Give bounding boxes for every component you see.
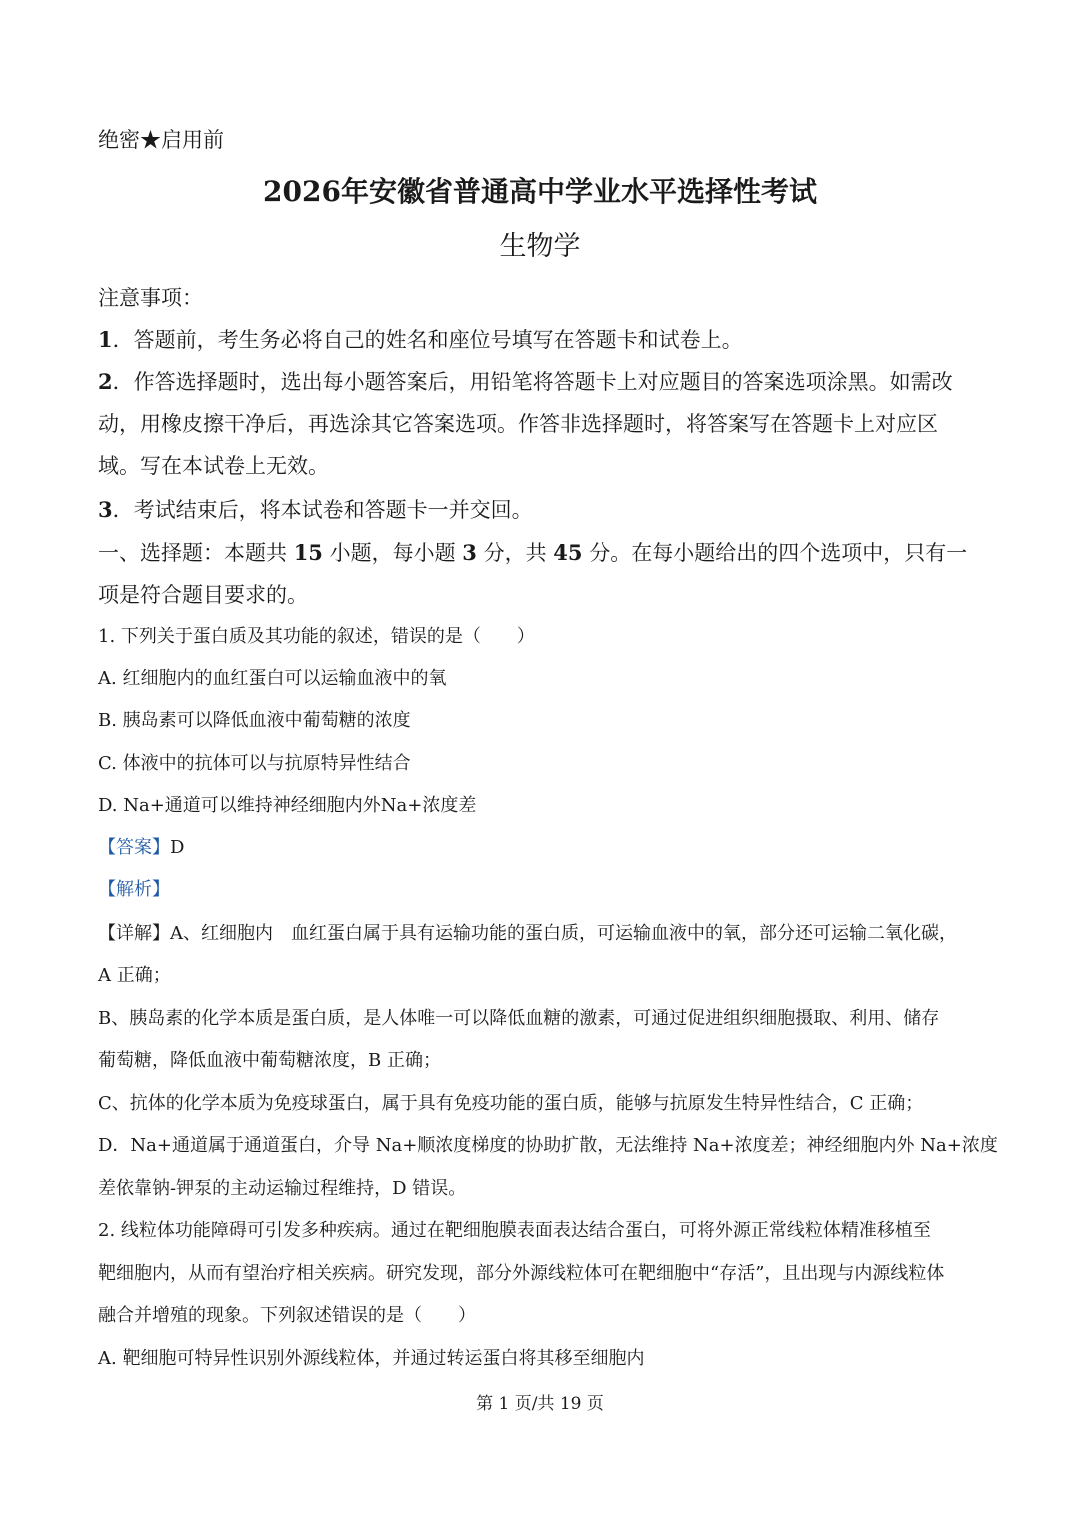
q1-stem: 1. 下列关于蛋白质及其功能的叙述，错误的是（ ） xyxy=(98,626,535,647)
notice-item-3 xyxy=(98,496,533,524)
answer-value: D xyxy=(170,837,185,858)
q1-option-b: B. 胰岛素可以降低血液中葡萄糖的浓度 xyxy=(98,710,411,731)
q1-detail-line-3: B、胰岛素的化学本质是蛋白质，是人体唯一可以降低血糖的激素，可通过促进组织细胞摄取、利用、储存 xyxy=(98,1008,940,1029)
notice-item-number: 2 xyxy=(98,369,113,394)
notice-item-2-line-2: 动，用橡皮擦干净后，再选涂其它答案选项。作答非选择题时，将答案写在答题卡上对应区 xyxy=(98,412,938,436)
section-heading-line-2: 项是符合题目要求的。 xyxy=(98,583,308,607)
q1-option-c: C. 体液中的抗体可以与抗原特异性结合 xyxy=(98,753,411,774)
notice-item-text: ．答题前，考生务必将自己的姓名和座位号填写在答题卡和试卷上。 xyxy=(112,328,743,352)
q1-detail-line-7: 差依靠钠-钾泵的主动运输过程维持，D 错误。 xyxy=(98,1178,467,1199)
q1-option-a: A. 红细胞内的血红蛋白可以运输血液中的氧 xyxy=(98,668,447,689)
notice-item-text: ．考试结束后，将本试卷和答题卡一并交回。 xyxy=(112,498,533,522)
answer-label: 【答案】 xyxy=(98,837,170,858)
notice-item-1 xyxy=(98,326,743,354)
secret-mark: 绝密★启用前 xyxy=(98,128,224,152)
q1-detail-line-2: A 正确； xyxy=(98,965,171,986)
detail-label: 【详解】 xyxy=(98,923,170,944)
q2-option-a: A. 靶细胞可特异性识别外源线粒体，并通过转运蛋白将其移至细胞内 xyxy=(98,1348,645,1369)
notice-heading: 注意事项： xyxy=(98,286,203,310)
notice-item-2 xyxy=(98,368,953,396)
points-each: 3 xyxy=(462,540,477,565)
q2-stem-line-2: 靶细胞内，从而有望治疗相关疾病。研究发现，部分外源线粒体可在靶细胞中“存活”，且出现与内源线粒体 xyxy=(98,1263,945,1284)
q1-detail-line-6: D．Na+通道属于通道蛋白，介导 Na+顺浓度梯度的协助扩散，无法维持 Na+浓度差；神经细胞内外 Na+浓度 xyxy=(98,1135,998,1156)
section-heading: 一、选择题：本题共 15 小题，每小题 3 分，共 45 分。在每小题给出的四个选项中，只有一 xyxy=(98,540,968,565)
subject-title: 生物学 xyxy=(499,231,581,262)
notice-item-text: ．作答选择题时，选出每小题答案后，用铅笔将答题卡上对应题目的答案选项涂黑。如需改 xyxy=(112,370,953,394)
notice-item-number: 1 xyxy=(98,327,113,352)
q1-detail-line-5: C、抗体的化学本质为免疫球蛋白，属于具有免疫功能的蛋白质，能够与抗原发生特异性结合，C 正确； xyxy=(98,1093,924,1114)
points-total: 45 xyxy=(553,540,583,565)
q2-stem-line-3: 融合并增殖的现象。下列叙述错误的是（ ） xyxy=(98,1305,476,1326)
notice-item-number: 3 xyxy=(98,497,113,522)
q1-detail-line-1: 【详解】A、红细胞内 血红蛋白属于具有运输功能的蛋白质，可运输血液中的氧，部分还可运输二氧化碳， xyxy=(98,923,957,944)
exam-title: 2026年安徽省普通高中学业水平选择性考试 xyxy=(263,175,817,208)
question-count: 15 xyxy=(293,540,323,565)
q1-answer xyxy=(98,835,184,861)
notice-item-2-line-3: 域。写在本试卷上无效。 xyxy=(98,454,329,478)
q1-detail-line-4: 葡萄糖，降低血液中葡萄糖浓度，B 正确； xyxy=(98,1050,441,1071)
q1-analysis-label: 【解析】 xyxy=(98,879,170,900)
q1-option-d: D. Na+通道可以维持神经细胞内外Na+浓度差 xyxy=(98,795,477,816)
q2-stem-line-1: 2. 线粒体功能障碍可引发多种疾病。通过在靶细胞膜表面表达结合蛋白，可将外源正常线粒体精准移植至 xyxy=(98,1220,931,1241)
page-number: 第 1 页/共 19 页 xyxy=(476,1394,604,1414)
